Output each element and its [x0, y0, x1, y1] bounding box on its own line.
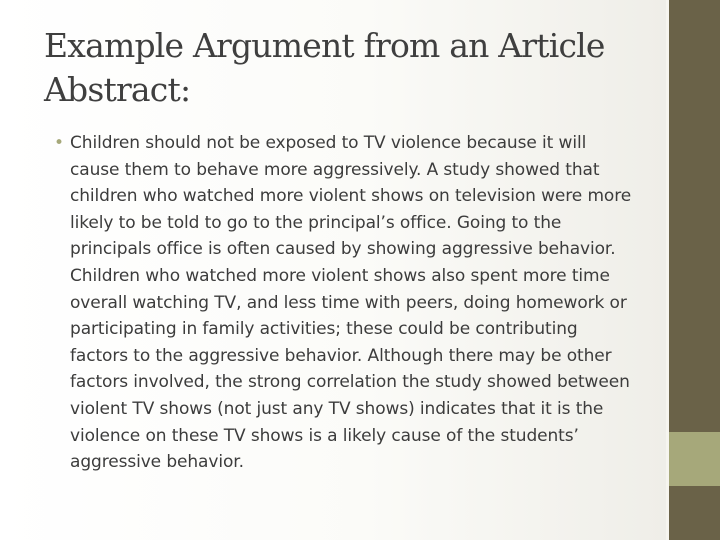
slide-title: Example Argument from an Article Abstract:	[44, 26, 605, 109]
bullet-list	[54, 130, 634, 476]
bullet-item	[54, 130, 634, 476]
bullet-text: Children should not be exposed to TV violence because it will cause them to behave more aggressively. A study showed that children who watched more violent shows on television were more likely to be told to go to the principal’s office. Going to the principals office is often caused by showing aggressive behavior. Children who watched more violent shows also spent more time overall watching TV, and less time with peers, doing homework or participating in family activities; these could be contributing factors to the aggressive behavior. Although there may be other factors involved, the strong correlation the study showed between violent TV shows (not just any TV shows) indicates that it is the violence on these TV shows is a likely cause of the students’ aggressive behavior.	[70, 133, 632, 473]
bullet-icon: •	[54, 133, 64, 153]
sidebar-accent-block	[669, 432, 720, 486]
